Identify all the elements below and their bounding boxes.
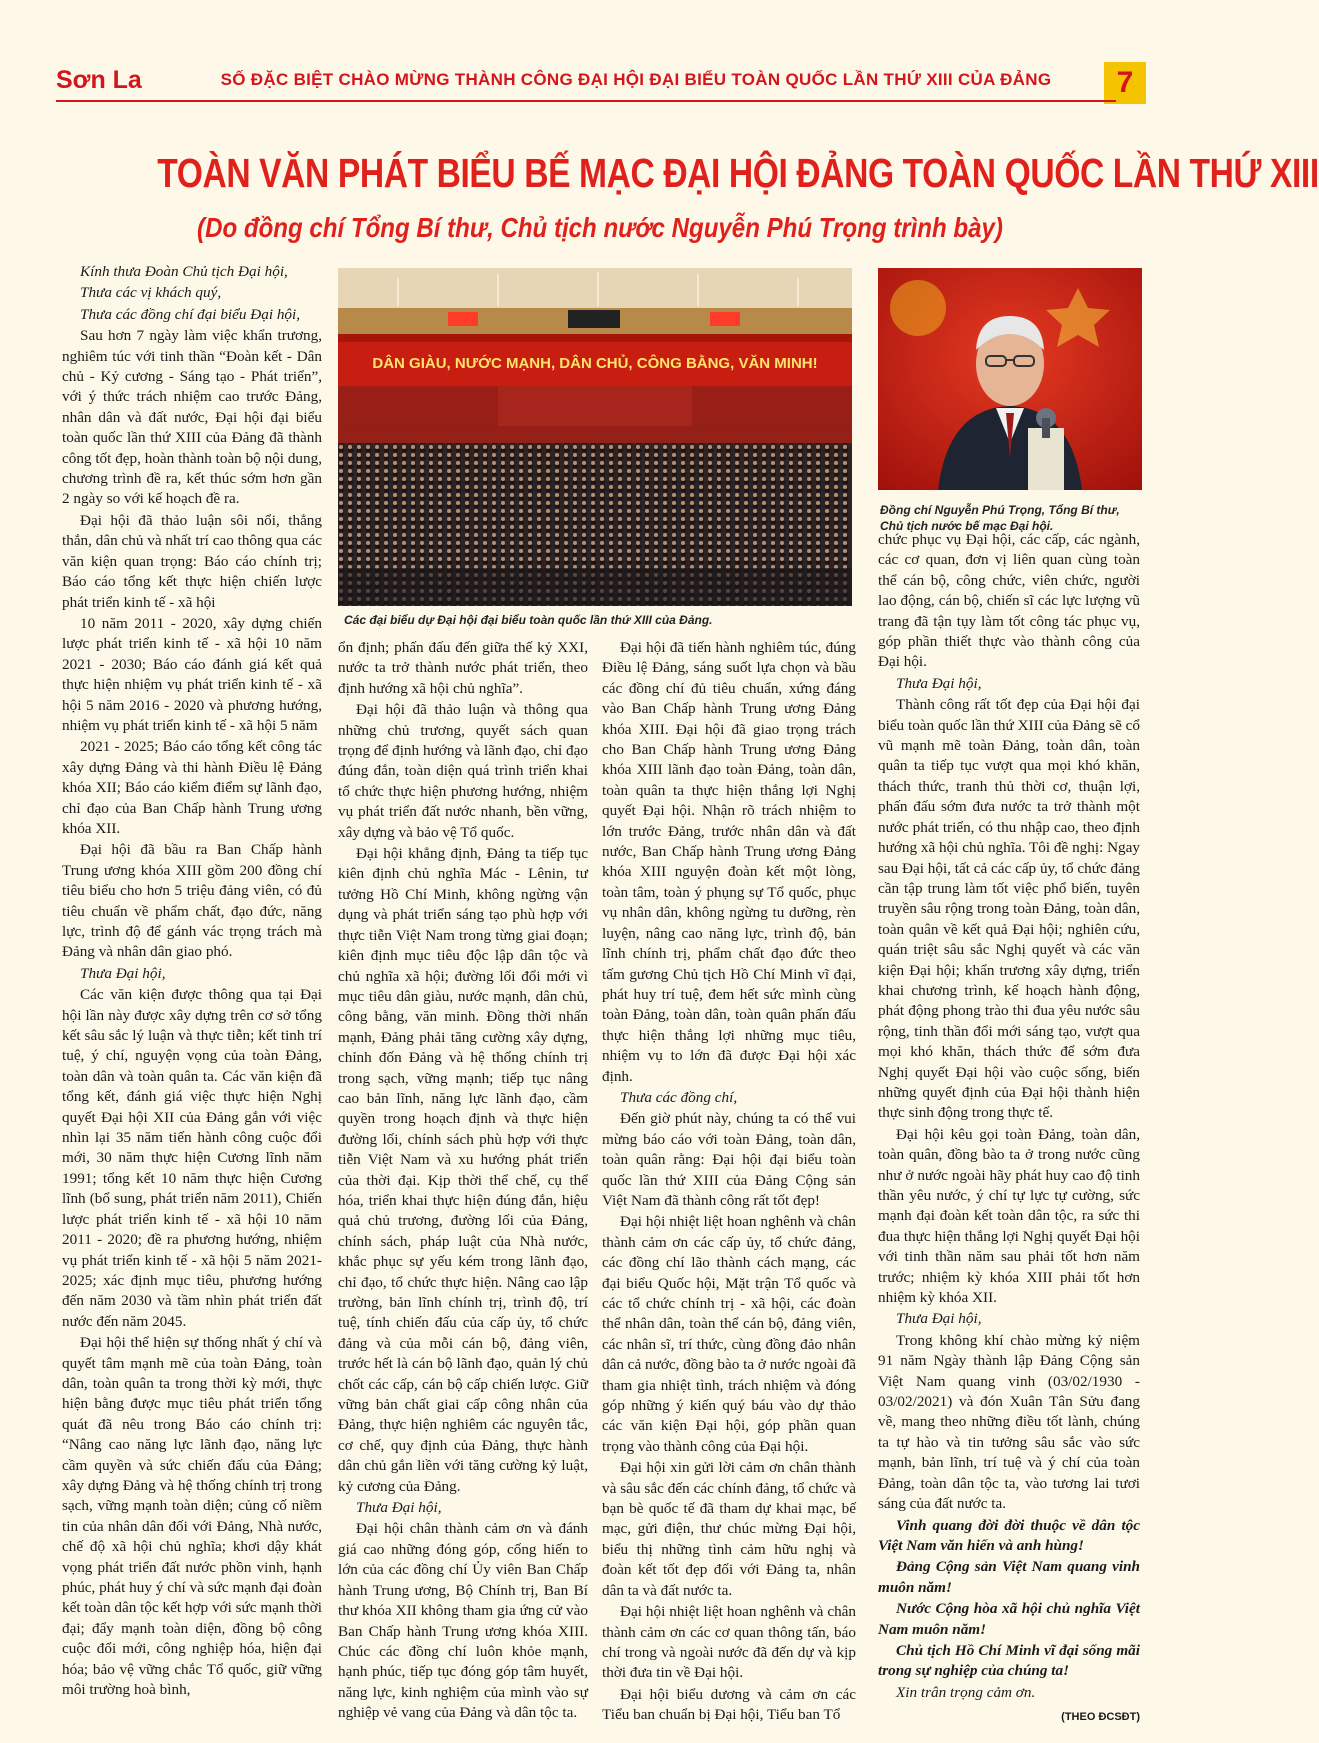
paragraph: Đại hội chân thành cảm ơn và đánh giá cao những đóng góp, cống hiến to lớn của các đồng chí Ủy viên Ban Chấp hành Trung ương, Bộ Chính trị, Ban Bí thư khóa XII không tham gia ứng cử vào Ban Chấp hành Trung ương khóa XIII. Chúc các đồng chí luôn khỏe mạnh, hạnh phúc, tiếp tục đóng góp tâm huyết, năng lực, kinh nghiệm của mình vào sự nghiệp vẻ vang của Đảng và dân tộc ta.: [338, 1520, 588, 1722]
congress-hall-photo: [338, 268, 852, 606]
paragraph: Đại hội đã tiến hành nghiêm túc, đúng Điều lệ Đảng, sáng suốt lựa chọn và bầu các đồng chí đủ tiêu chuẩn, xứng đáng vào Ban Chấp hành Trung ương Đảng khóa XIII. Đại hội đã giao trọng trách cho Ban Chấp hành Trung ương Đảng khóa XIII lãnh đạo toàn Đảng, toàn dân, toàn quân ta thực hiện thắng lợi Nghị quyết Đại hội. Nhận rõ trách nhiệm to lớn trước Đảng, trước nhân dân và đất nước, Ban Chấp hành Trung ương Đảng khóa XIII nguyện đoàn kết một lòng, toàn tâm, toàn ý phụng sự Tổ quốc, phục vụ nhân dân, không ngừng tu dưỡng, rèn luyện, nâng cao năng lực, trình độ, bản lĩnh chính trị, phẩm chất đạo đức theo tấm gương Chủ tịch Hồ Chí Minh vĩ đại, phát huy trí tuệ, đem hết sức mình cùng toàn Đảng, toàn dân, toàn quân phấn đấu thực hiện thắng lợi những mục tiêu, nhiệm vụ to lớn đã được Đại hội xác định.: [602, 639, 856, 1085]
article-column-1: [62, 262, 322, 1701]
leader-portrait-photo: [878, 268, 1142, 490]
paragraph: Kính thưa Đoàn Chủ tịch Đại hội,: [80, 263, 288, 280]
paragraph: Trong không khí chào mừng kỷ niệm 91 năm Ngày thành lập Đảng Cộng sản Việt Nam quang vinh (03/02/1930 - 03/02/2021) và đón Xuân Tân Sửu đang về, mang theo những điều tốt lành, chúng ta tự hào và tin tưởng sâu sắc vào sức mạnh, bản lĩnh, trí tuệ và ý chí của toàn Đảng, toàn dân tộc ta, vào tương lai tươi sáng của đất nước ta.: [878, 1331, 1140, 1513]
paragraph: Chủ tịch Hồ Chí Minh vĩ đại sống mãi trong sự nghiệp của chúng ta!: [878, 1641, 1140, 1680]
hall-photo-caption: Các đại biểu dự Đại hội đại biểu toàn quốc lần thứ XIII của Đảng.: [344, 613, 713, 627]
paragraph: Thưa các đồng chí,: [620, 1088, 738, 1106]
paragraph: Đảng Cộng sản Việt Nam quang vinh muôn năm!: [878, 1558, 1140, 1596]
paragraph: Đại hội đã bầu ra Ban Chấp hành Trung ương khóa XIII gồm 200 đồng chí tiêu biểu cho hơn 5 triệu đảng viên, có đủ tiêu chuẩn về phẩm chất, đạo đức, năng lực, trình độ để gánh vác trọng trách mà Đảng và nhân dân giao phó.: [62, 841, 322, 961]
paragraph: Thưa Đại hội,: [80, 964, 166, 982]
brand-logo: Sơn La: [56, 66, 142, 94]
hall-banner-text: DÂN GIÀU, NƯỚC MẠNH, DÂN CHỦ, CÔNG BẰNG, VĂN MINH!: [372, 355, 818, 372]
paragraph: Thưa các đồng chí đại biểu Đại hội,: [80, 305, 301, 323]
paragraph: Sau hơn 7 ngày làm việc khẩn trương, nghiêm túc với tinh thần “Đoàn kết - Dân chủ - Kỷ cương - Sáng tạo - Phát triển”, với ý thức trách nhiệm cao trước Đảng, nhân dân và đất nước, Đại hội đại biểu toàn quốc lần thứ XIII của Đảng đã thành công tốt đẹp, hoàn thành toàn bộ nội dung, chương trình đề ra, kết thúc sớm hơn gần 2 ngày so với kế hoạch đề ra.: [62, 327, 322, 508]
article-column-2: [338, 638, 588, 1725]
paragraph: Vinh quang đời đời thuộc về dân tộc Việt Nam văn hiến và anh hùng!: [878, 1516, 1140, 1554]
paragraph: 2021 - 2025; Báo cáo tổng kết công tác xây dựng Đảng và thi hành Điều lệ Đảng khóa XII; Báo cáo kiểm điểm sự lãnh đạo, chỉ đạo của Ban Chấp hành Trung ương khóa XII.: [62, 738, 322, 837]
portrait-photo-caption: Đồng chí Nguyễn Phú Trọng, Tổng Bí thư, Chủ tịch nước bế mạc Đại hội.: [880, 503, 1120, 533]
paragraph: Đại hội xin gửi lời cảm ơn chân thành và sâu sắc đến các chính đảng, tổ chức và bạn bè quốc tế đã tham dự khai mạc, bế mạc, gửi điện, thư chúc mừng Đại hội, biểu thị những tình cảm hữu nghị và đoàn kết tốt đẹp đối với Đảng ta, nhân dân ta và đất nước ta.: [602, 1459, 856, 1599]
paragraph: Đại hội đã thảo luận sôi nổi, thẳng thắn, dân chủ và nhất trí cao thông qua các văn kiện quan trọng: Báo cáo chính trị; Báo cáo tổng kết thực hiện chiến lược phát triển kinh tế - xã hội: [62, 511, 322, 611]
portrait-illustration: [878, 268, 1142, 490]
article-title: TOÀN VĂN PHÁT BIỂU BẾ MẠC ĐẠI HỘI ĐẢNG TOÀN QUỐC LẦN THỨ XIII: [157, 150, 1319, 196]
paragraph: ổn định; phấn đấu đến giữa thế kỷ XXI, nước ta trở thành nước phát triển, theo định hướng xã hội chủ nghĩa”.: [338, 639, 588, 697]
paragraph: Đại hội kêu gọi toàn Đảng, toàn dân, toàn quân, đồng bào ta ở trong nước cũng như ở nước ngoài hãy phát huy cao độ tinh thần yêu nước, ý chí tự lực tự cường, sức mạnh đại đoàn kết toàn dân tộc, ra sức thi đua thực hiện thắng lợi Nghị quyết Đại hội với tinh thần năm sau phải tốt hơn năm trước; nhiệm kỳ khóa XIII phải tốt hơn nhiệm kỳ khóa XII.: [878, 1125, 1140, 1307]
page-number: 7: [1104, 62, 1146, 104]
paragraph: Đại hội nhiệt liệt hoan nghênh và chân thành cảm ơn các cấp ủy, tổ chức đảng, các đồng chí lão thành cách mạng, các đại biểu Quốc hội, Mặt trận Tổ quốc và các tổ chức chính trị - xã hội, các đoàn thể nhân dân, toàn thể cán bộ, đảng viên, các nhân sĩ, trí thức, cùng đồng đảo nhân dân cả nước, đồng bào ta ở nước ngoài đã tham gia nhiệt tình, trách nhiệm và đóng góp những ý kiến quý báu vào dự thảo các văn kiện Đại hội, góp phần quan trọng vào thành công của Đại hội.: [602, 1213, 856, 1455]
paragraph: Đại hội nhiệt liệt hoan nghênh và chân thành cảm ơn các cơ quan thông tấn, báo chí trong và ngoài nước đã đến dự và kịp thời đưa tin về Đại hội.: [602, 1603, 856, 1682]
paragraph: Thưa Đại hội,: [896, 1310, 982, 1328]
paragraph: Nước Cộng hòa xã hội chủ nghĩa Việt Nam muôn năm!: [878, 1600, 1140, 1638]
paragraph: Thưa Đại hội,: [896, 674, 982, 692]
header-title: SỐ ĐẶC BIỆT CHÀO MỪNG THÀNH CÔNG ĐẠI HỘI ĐẠI BIỂU TOÀN QUỐC LẦN THỨ XIII CỦA ĐẢNG: [220, 70, 1052, 89]
article-subtitle: (Do đồng chí Tổng Bí thư, Chủ tịch nước Nguyễn Phú Trọng trình bày): [197, 212, 1003, 243]
paragraph: Xin trân trọng cảm ơn.: [896, 1683, 1036, 1701]
hall-illustration: [338, 268, 852, 606]
paragraph: 10 năm 2011 - 2020, xây dựng chiến lược phát triển kinh tế - xã hội 10 năm 2021 - 2030; Báo cáo đánh giá kết quả thực hiện nhiệm vụ phát triển kinh tế - xã hội 5 năm 2016 - 2020 và phương hướng, nhiệm vụ phát triển kinh tế - xã hội 5 năm: [62, 614, 322, 734]
paragraph: Đại hội thể hiện sự thống nhất ý chí và quyết tâm mạnh mẽ của toàn Đảng, toàn dân, toàn quân ta trong thời kỳ mới, thực hiện bằng được mục tiêu phát triển tổng quát đã nêu trong Báo cáo chính trị: “Nâng cao năng lực lãnh đạo, năng lực cầm quyền và sức chiến đấu của Đảng; xây dựng Đảng và hệ thống chính trị trong sạch, vững mạnh toàn diện; củng cố niềm tin của nhân dân đối với Đảng, Nhà nước, chế độ xã hội chủ nghĩa; khơi dậy khát vọng phát triển đất nước phồn vinh, hạnh phúc, phát huy ý chí và sức mạnh đại đoàn kết toàn dân tộc kết hợp với sức mạnh thời đại; đẩy mạnh toàn diện, đồng bộ công cuộc đổi mới, công nghiệp hóa, hiện đại hóa; bảo vệ vững chắc Tổ quốc, giữ vững môi trường hoà bình,: [62, 1334, 322, 1699]
article-column-4: [878, 530, 1140, 1729]
paragraph: Đến giờ phút này, chúng ta có thể vui mừng báo cáo với toàn Đảng, toàn dân, toàn quân rằng: Đại hội đại biểu toàn quốc lần thứ XIII của Đảng Cộng sản Việt Nam đã thành công rất tốt đẹp!: [602, 1110, 856, 1209]
paragraph: Thưa các vị khách quý,: [80, 284, 222, 302]
paragraph: chức phục vụ Đại hội, các cấp, các ngành, các cơ quan, đơn vị liên quan cùng toàn thể cán bộ, công chức, viên chức, người lao động, cán bộ, chiến sĩ các lực lượng vũ trang đã tận tụy làm tốt công tác phục vụ, góp phần thiết thực vào thành công của Đại hội.: [878, 531, 1140, 671]
source-credit: (THEO ĐCSĐT): [1061, 1711, 1140, 1724]
paragraph: Đại hội biểu dương và cảm ơn các Tiểu ban chuẩn bị Đại hội, Tiểu ban Tổ: [602, 1685, 856, 1724]
article-column-3: [602, 638, 856, 1727]
paragraph: Các văn kiện được thông qua tại Đại hội lần này được xây dựng trên cơ sở tổng kết sâu sắc lý luận và thực tiễn; kết tinh trí tuệ, ý chí, nguyện vọng của toàn Đảng, toàn dân và toàn quân ta. Các văn kiện đã tổng kết, đánh giá việc thực hiện Nghị quyết Đại hội XII của Đảng gắn với việc nhìn lại 35 năm tiến hành công cuộc đổi mới, 30 năm thực hiện Cương lĩnh năm 1991; tổng kết 10 năm thực hiện Cương lĩnh (bổ sung, phát triển năm 2011), Chiến lược phát triển kinh tế - xã hội 10 năm 2011 - 2020; đề ra phương hướng, nhiệm vụ phát triển kinh tế - xã hội 5 năm 2021-2025; xác định mục tiêu, phương hướng đến năm 2030 và tầm nhìn phát triển đất nước đến năm 2045.: [62, 986, 322, 1330]
header-divider: [56, 100, 1116, 102]
paragraph: Đại hội đã thảo luận và thông qua những chủ trương, quyết sách quan trọng để định hướng và lãnh đạo, chỉ đạo đúng đắn, toàn diện quá trình triển khai tổ chức thực hiện phương hướng, nhiệm vụ phát triển đất nước nhanh, bền vững, xây dựng và bảo vệ Tổ quốc.: [338, 701, 588, 841]
paragraph: Thành công rất tốt đẹp của Đại hội đại biểu toàn quốc lần thứ XIII của Đảng sẽ cổ vũ mạnh mẽ toàn Đảng, toàn dân, toàn quân ta tiếp tục vượt qua mọi khó khăn, thách thức, tranh thủ thời cơ, thuận lợi, phấn đấu sớm đưa nước ta trở thành một nước phát triển, có thu nhập cao, theo định hướng xã hội chủ nghĩa. Tôi đề nghị: Ngay sau Đại hội, tất cả các cấp ủy, tổ chức đảng cần tập trung làm tốt việc phổ biến, tuyên truyền sâu rộng trong toàn Đảng, toàn dân, toàn quân về kết quả Đại hội; nghiên cứu, quán triệt sâu sắc Nghị quyết và các văn kiện Đại hội; khẩn trương xây dựng, triển khai chương trình, kế hoạch hành động, phát động phong trào thi đua yêu nước sâu rộng, tinh thần đổi mới sáng tạo, vượt qua mọi khó khăn, thách thức để sớm đưa Nghị quyết Đại hội vào cuộc sống, biến những quyết định của Đại hội thành hiện thực sinh động trong thực tế.: [878, 696, 1140, 1122]
paragraph: Thưa Đại hội,: [356, 1499, 442, 1517]
paragraph: Đại hội khẳng định, Đảng ta tiếp tục kiên định chủ nghĩa Mác - Lênin, tư tưởng Hồ Chí Minh, không ngừng vận dụng và phát triển sáng tạo phù hợp với thực tiễn Việt Nam trong từng giai đoạn; kiên định mục tiêu độc lập dân tộc và chủ nghĩa xã hội; đường lối đổi mới vì mục tiêu dân giàu, nước mạnh, dân chủ, công bằng, văn minh. Đồng thời nhấn mạnh, Đảng phải tăng cường xây dựng, chỉnh đốn Đảng và hệ thống chính trị trong sạch, vững mạnh; tiếp tục nâng cao bản lĩnh, năng lực lãnh đạo, cầm quyền trong hoạch định và thực hiện đường lối, chính sách phù hợp với thực tiễn Việt Nam và xu hướng phát triển của thời đại. Kịp thời thể chế, cụ thể hóa, triển khai thực hiện đúng đắn, hiệu quả chủ trương, đường lối của Đảng, chính sách, pháp luật của Nhà nước, khắc phục sự yếu kém trong lãnh đạo, chỉ đạo, tổ chức thực hiện. Nâng cao lập trường, bản lĩnh chính trị, trình độ, trí tuệ, tính chiến đấu của cấp ủy, tổ chức đảng và của mỗi cán bộ, đảng viên, trước hết là cán bộ lãnh đạo, quản lý chủ chốt các cấp, cán bộ cấp chiến lược. Giữ vững bản chất giai cấp công nhân của Đảng, thực hiện nghiêm các nguyên tắc, cơ chế, quy định của Đảng, thực hành dân chủ gắn liền với tăng cường kỷ luật, kỷ cương của Đảng.: [338, 845, 588, 1495]
page-header: [56, 66, 1146, 106]
